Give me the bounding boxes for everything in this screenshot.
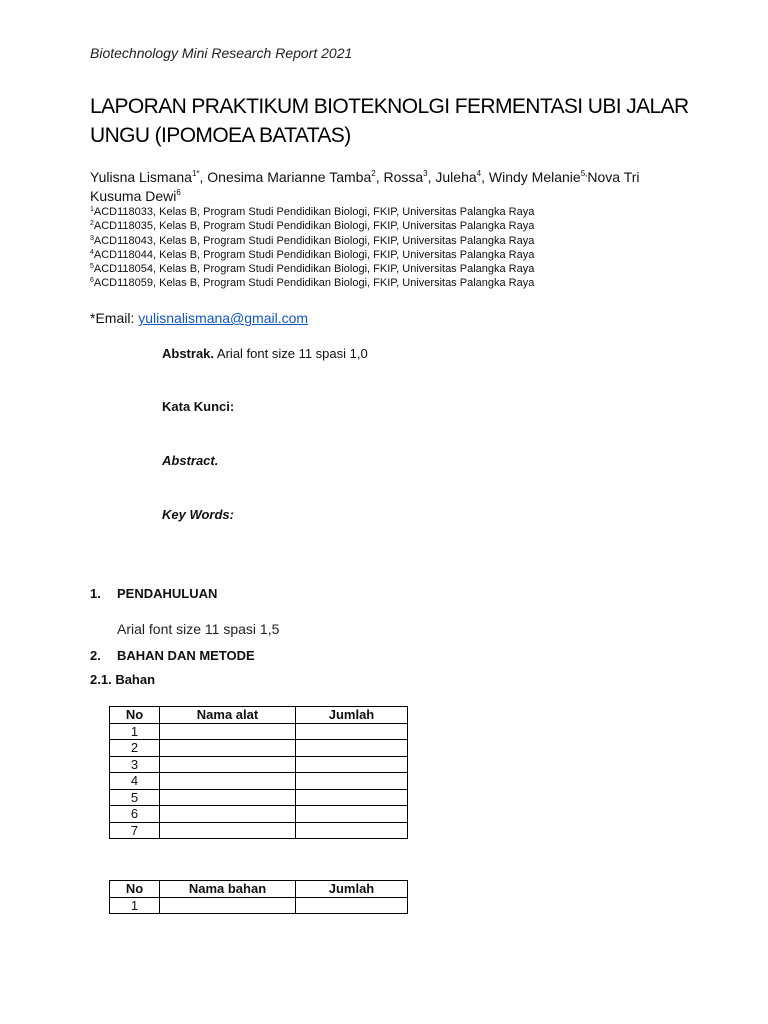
cell-empty: [160, 740, 296, 757]
table-nama-alat: [109, 706, 408, 839]
author-superscript: 1*: [191, 169, 200, 178]
section-title: BAHAN DAN METODE: [117, 648, 255, 663]
pendahuluan-body: Arial font size 11 spasi 1,5: [117, 621, 280, 637]
column-header-jumlah: Jumlah: [296, 881, 408, 898]
cell-no: 7: [110, 822, 160, 839]
author-name: Yulisna Lismana: [90, 169, 192, 185]
cell-empty: [160, 789, 296, 806]
contact-email: [90, 310, 308, 326]
affiliation-line: [90, 262, 690, 276]
cell-empty: [296, 756, 408, 773]
table-row: [110, 789, 408, 806]
paper-title-line-2: UNGU (IPOMOEA BATATAS): [90, 124, 351, 147]
affiliation-superscript: 2: [90, 220, 94, 228]
column-header-nama-bahan: Nama bahan: [160, 881, 296, 898]
abstrak-label: Abstrak.: [162, 346, 215, 361]
table-header-row: [110, 707, 408, 724]
affiliation-line: [90, 234, 690, 248]
column-header-nama-alat: Nama alat: [160, 707, 296, 724]
cell-empty: [296, 822, 408, 839]
cell-no: 5: [110, 789, 160, 806]
subsection-heading-bahan: [90, 672, 155, 687]
affiliation-list: [90, 205, 690, 291]
cell-empty: [296, 723, 408, 740]
table-header-row: [110, 881, 408, 898]
table-row: [110, 806, 408, 823]
cell-empty: [160, 897, 296, 914]
table-row: [110, 897, 408, 914]
subsection-number: 2.1.: [90, 672, 112, 687]
affiliation-line: [90, 248, 690, 262]
author-name: , Windy Melanie: [481, 169, 581, 185]
section-heading-bahan-dan-metode: [90, 648, 255, 663]
table-row: [110, 822, 408, 839]
abstract-label: Abstract.: [162, 453, 219, 468]
abstrak-paragraph: [162, 346, 368, 361]
cell-empty: [296, 806, 408, 823]
column-header-jumlah: Jumlah: [296, 707, 408, 724]
author-superscript: 3: [423, 169, 428, 178]
section-title: PENDAHULUAN: [117, 586, 218, 601]
author-name: , Rossa: [375, 169, 424, 185]
column-header-no: No: [110, 881, 160, 898]
key-words-label: Key Words:: [162, 507, 234, 522]
cell-no: 2: [110, 740, 160, 757]
cell-empty: [296, 789, 408, 806]
cell-empty: [160, 773, 296, 790]
affiliation-superscript: 3: [90, 234, 94, 242]
author-name: , Juleha: [427, 169, 477, 185]
table-row: [110, 773, 408, 790]
affiliation-text: ACD118033, Kelas B, Program Studi Pendidikan Biologi, FKIP, Universitas Palangka Raya: [93, 206, 535, 218]
table-row: [110, 723, 408, 740]
author-name: , Onesima Marianne Tamba: [199, 169, 372, 185]
email-label: *Email:: [90, 310, 139, 326]
affiliation-superscript: 5: [90, 263, 94, 271]
table-nama-bahan: [109, 880, 408, 914]
running-header: Biotechnology Mini Research Report 2021: [90, 45, 353, 61]
cell-no: 1: [110, 723, 160, 740]
cell-empty: [160, 822, 296, 839]
subsection-title: Bahan: [115, 672, 156, 687]
kata-kunci-label: Kata Kunci:: [162, 399, 235, 414]
table-row: [110, 740, 408, 757]
paper-title: [90, 92, 690, 150]
affiliation-text: ACD118035, Kelas B, Program Studi Pendidikan Biologi, FKIP, Universitas Palangka Raya: [93, 220, 535, 233]
affiliation-text: ACD118059, Kelas B, Program Studi Pendidikan Biologi, FKIP, Universitas Palangka Raya: [93, 277, 535, 290]
email-link[interactable]: yulisnalismana@gmail.com: [138, 310, 309, 326]
column-header-no: No: [110, 707, 160, 724]
abstrak-text: Arial font size 11 spasi 1,0: [214, 346, 368, 361]
cell-empty: [296, 740, 408, 757]
paper-title-line-1: LAPORAN PRAKTIKUM BIOTEKNOLGI FERMENTASI UBI JALAR: [90, 95, 689, 118]
cell-no: 4: [110, 773, 160, 790]
cell-empty: [160, 806, 296, 823]
author-superscript: 6: [176, 188, 181, 197]
cell-empty: [160, 756, 296, 773]
author-name: Nova Tri Kusuma Dewi: [90, 169, 640, 204]
cell-empty: [296, 773, 408, 790]
affiliation-superscript: 4: [90, 248, 94, 256]
affiliation-superscript: 6: [90, 277, 94, 285]
cell-no: 6: [110, 806, 160, 823]
cell-empty: [296, 897, 408, 914]
cell-no: 1: [110, 897, 160, 914]
cell-empty: [160, 723, 296, 740]
affiliation-line: [90, 219, 690, 233]
section-number: 1.: [90, 586, 101, 601]
author-superscript: 4: [476, 169, 482, 178]
author-superscript: 2: [371, 169, 376, 178]
affiliation-text: ACD118054, Kelas B, Program Studi Pendidikan Biologi, FKIP, Universitas Palangka Raya: [93, 263, 535, 276]
affiliation-text: ACD118044, Kelas B, Program Studi Pendidikan Biologi, FKIP, Universitas Palangka Raya: [93, 248, 535, 261]
affiliation-superscript: 1: [90, 206, 94, 213]
section-heading-pendahuluan: [90, 586, 217, 601]
author-superscript: 5,: [580, 169, 588, 178]
section-number: 2.: [90, 648, 101, 663]
table-row: [110, 756, 408, 773]
affiliation-text: ACD118043, Kelas B, Program Studi Pendidikan Biologi, FKIP, Universitas Palangka Raya: [93, 234, 535, 247]
author-list: [90, 168, 670, 206]
cell-no: 3: [110, 756, 160, 773]
affiliation-line: [90, 205, 690, 219]
affiliation-line: [90, 276, 690, 290]
